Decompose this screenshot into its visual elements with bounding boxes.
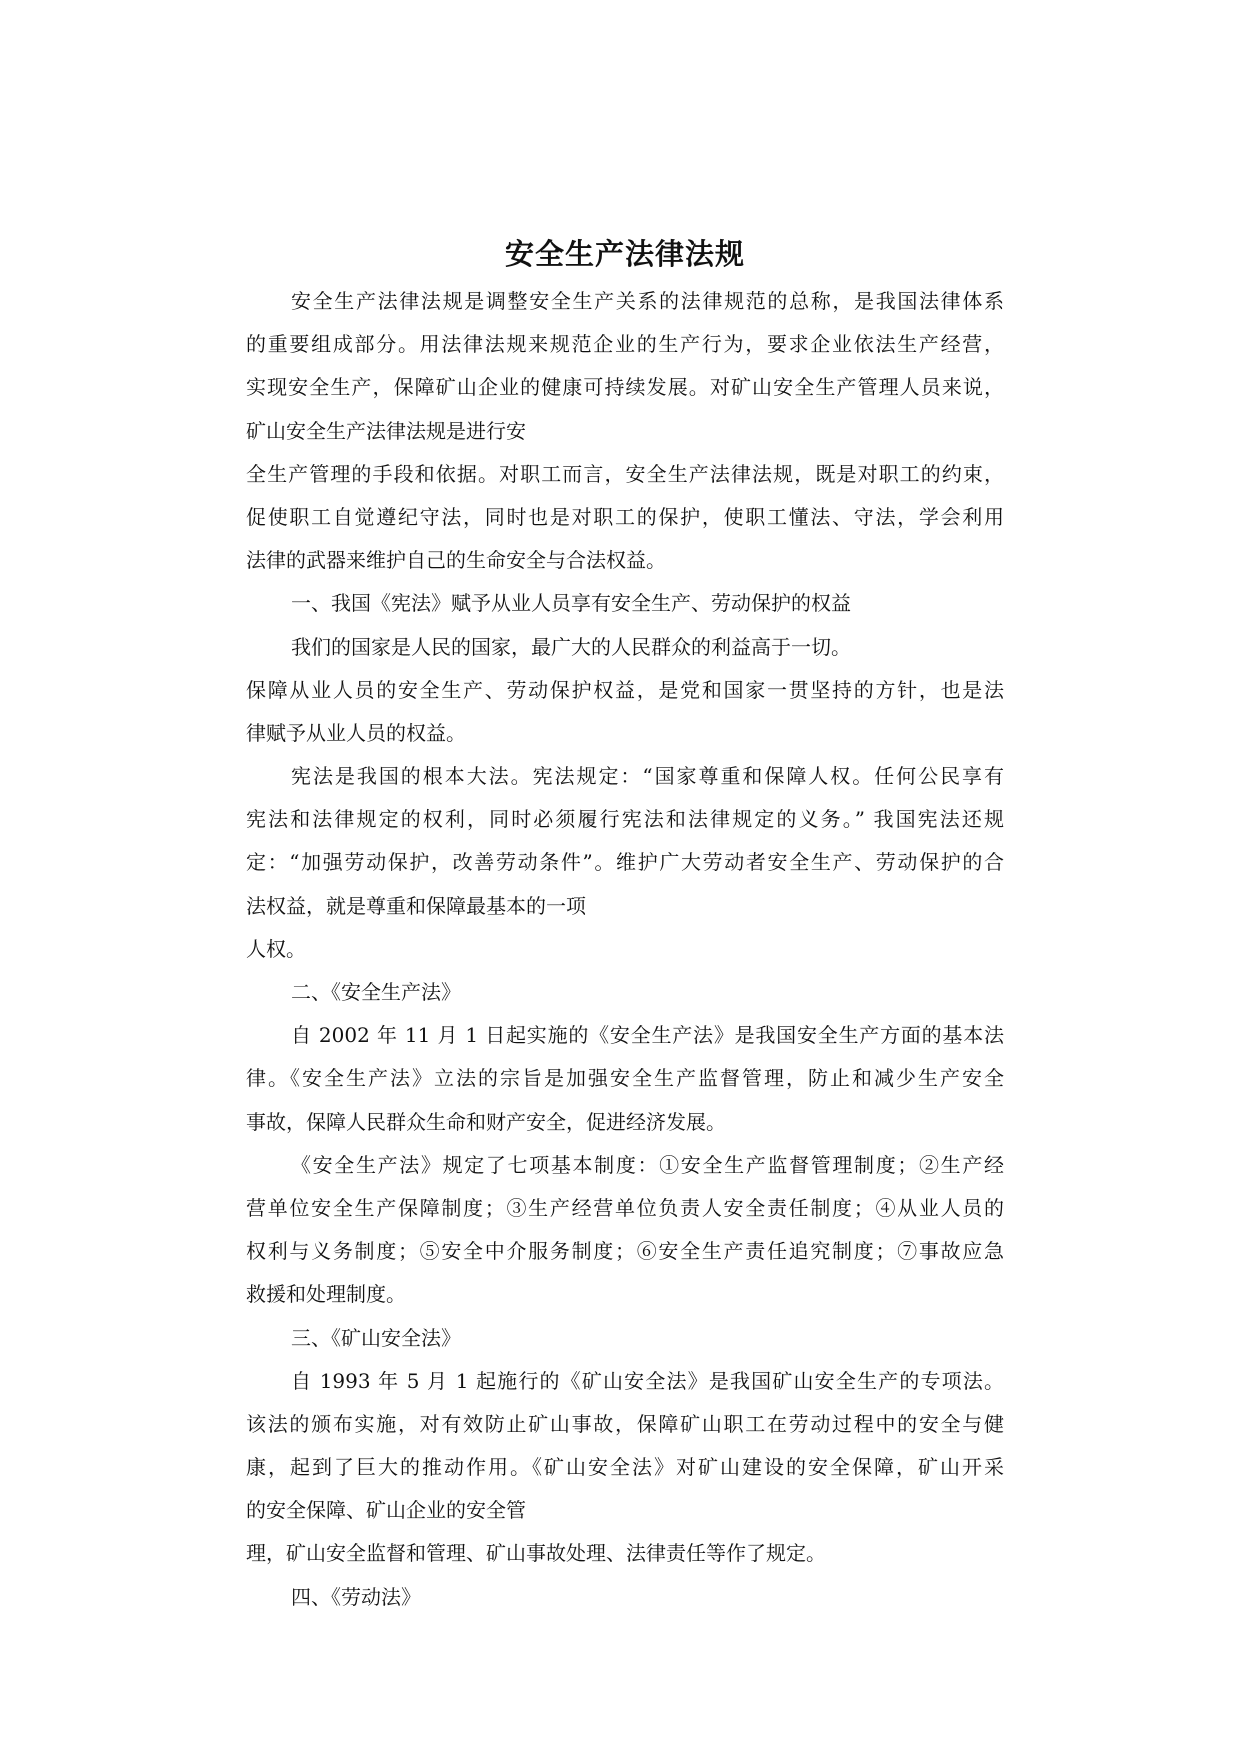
text-line: 宪法和法律规定的权利，同时必须履行宪法和法律规定的义务。” 我国宪法还规	[246, 807, 1004, 832]
text-line: 救援和处理制度。	[246, 1282, 406, 1307]
text-line: 《安全生产法》规定了七项基本制度：①安全生产监督管理制度；②生产经	[291, 1152, 1004, 1177]
text-line: 自 1993 年 5 月 1 起施行的《矿山安全法》是我国矿山安全生产的专项法。	[291, 1368, 1004, 1393]
text-line: 四、《劳动法》	[291, 1584, 421, 1609]
text-line: 促使职工自觉遵纪守法，同时也是对职工的保护，使职工懂法、守法，学会利用	[246, 504, 1004, 529]
text-line: 定：“加强劳动保护，改善劳动条件”。维护广大劳动者安全生产、劳动保护的合	[246, 850, 1004, 875]
text-line: 法权益，就是尊重和保障最基本的一项	[246, 893, 586, 918]
text-line: 法律的武器来维护自己的生命安全与合法权益。	[246, 548, 666, 573]
text-line: 律赋予从业人员的权益。	[246, 720, 466, 745]
text-line: 营单位安全生产保障制度；③生产经营单位负责人安全责任制度；④从业人员的	[246, 1195, 1004, 1220]
text-line: 保障从业人员的安全生产、劳动保护权益，是党和国家一贯坚持的方针，也是法	[246, 677, 1004, 702]
text-line: 我们的国家是人民的国家，最广大的人民群众的利益高于一切。	[291, 634, 851, 659]
text-line: 一、我国《宪法》赋予从业人员享有安全生产、劳动保护的权益	[291, 591, 851, 616]
text-line: 安全生产法律法规是调整安全生产关系的法律规范的总称，是我国法律体系	[291, 289, 1004, 313]
text-line: 权利与义务制度；⑤安全中介服务制度；⑥安全生产责任追究制度；⑦事故应急	[246, 1239, 1004, 1264]
text-line: 二、《安全生产法》	[291, 980, 461, 1004]
text-line: 的安全保障、矿山企业的安全管	[246, 1498, 526, 1523]
text-line: 律。《安全生产法》立法的宗旨是加强安全生产监督管理，防止和减少生产安全	[246, 1066, 1004, 1091]
text-line: 自 2002 年 11 月 1 日起实施的《安全生产法》是我国安全生产方面的基本法	[291, 1023, 1004, 1048]
text-line: 该法的颁布实施，对有效防止矿山事故，保障矿山职工在劳动过程中的安全与健	[246, 1411, 1004, 1436]
document-page	[246, 234, 1004, 1619]
text-line: 理，矿山安全监督和管理、矿山事故处理、法律责任等作了规定。	[246, 1541, 826, 1566]
document-body	[246, 280, 1004, 1619]
text-line: 矿山安全生产法律法规是进行安	[246, 418, 526, 443]
text-line: 三、《矿山安全法》	[291, 1325, 461, 1350]
text-line: 实现安全生产，保障矿山企业的健康可持续发展。对矿山安全生产管理人员来说，	[246, 375, 1004, 400]
text-line: 的重要组成部分。用法律法规来规范企业的生产行为，要求企业依法生产经营，	[246, 332, 1004, 357]
text-line: 宪法是我国的根本大法。宪法规定：“国家尊重和保障人权。任何公民享有	[291, 764, 1004, 789]
text-line: 事故，保障人民群众生命和财产安全，促进经济发展。	[246, 1109, 726, 1134]
text-line: 全生产管理的手段和依据。对职工而言，安全生产法律法规，既是对职工的约束，	[246, 461, 1004, 486]
document-title: 安全生产法律法规	[504, 237, 745, 271]
text-line: 人权。	[246, 936, 306, 961]
text-line: 康，起到了巨大的推动作用。《矿山安全法》对矿山建设的安全保障，矿山开采	[246, 1455, 1004, 1480]
